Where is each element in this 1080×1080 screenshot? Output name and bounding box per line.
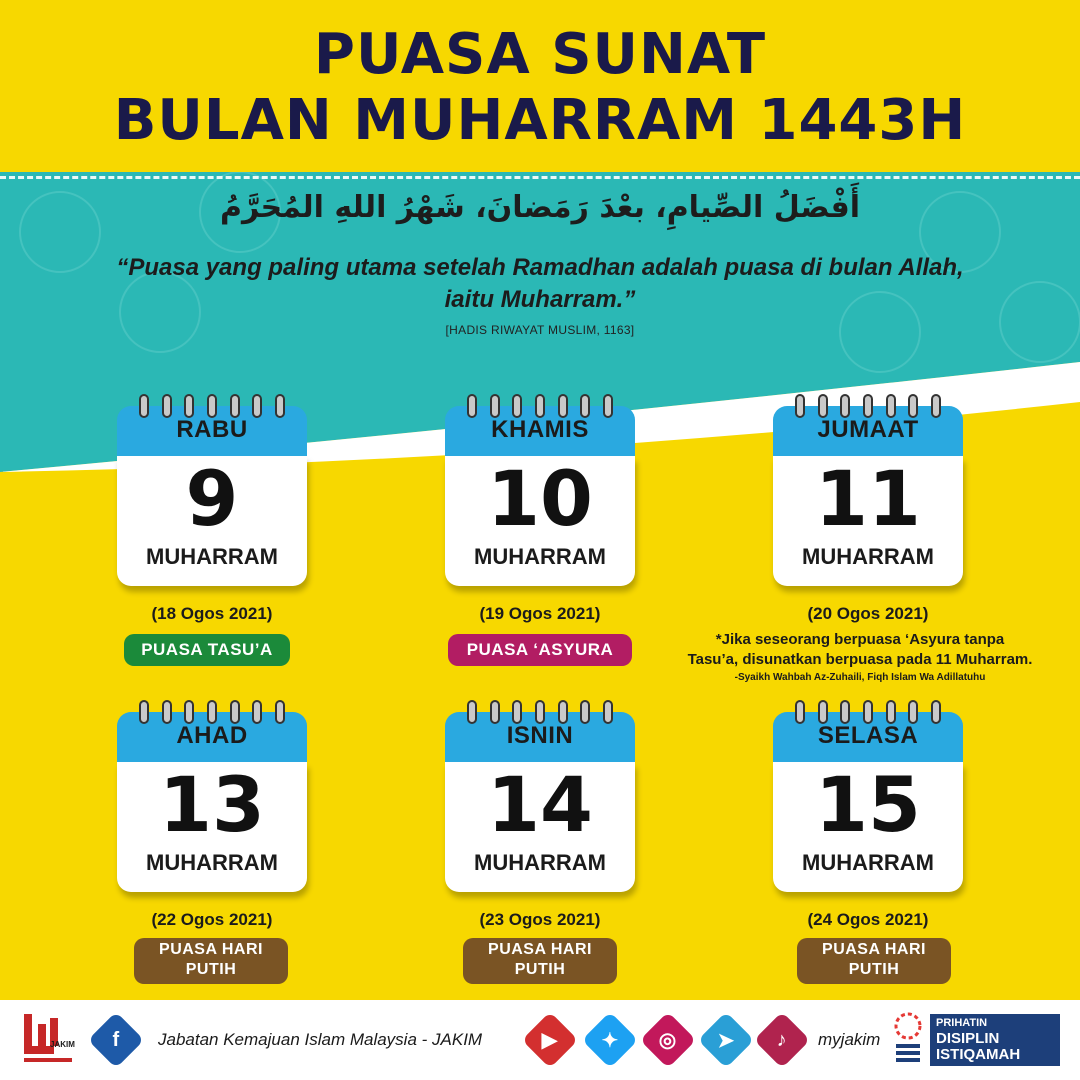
tiktok-icon[interactable]: ♪	[754, 1012, 811, 1069]
binder-rings	[795, 394, 941, 418]
calendar-day: RABU	[176, 416, 248, 443]
facebook-icon[interactable]: f	[88, 1012, 145, 1069]
calendar-number: 15	[815, 760, 921, 849]
calendar-card-14	[445, 700, 635, 892]
calendar-day: ISNIN	[506, 722, 574, 749]
gregorian-date: (19 Ogos 2021)	[479, 604, 601, 623]
binder-rings	[139, 394, 285, 418]
title-word-puasa: PUASA	[313, 22, 531, 87]
calendar-day: AHAD	[176, 722, 248, 749]
title-word-sunat: SUNAT	[530, 22, 767, 87]
calendar-card-10	[445, 394, 635, 586]
gregorian-date: (22 Ogos 2021)	[151, 910, 273, 929]
footnote-attribution: -Syaikh Wahbah Az-Zuhaili, Fiqh Islam Wa Adillatuhu	[734, 672, 986, 683]
gregorian-date: (23 Ogos 2021)	[479, 910, 601, 929]
calendar-month: MUHARRAM	[802, 544, 934, 569]
youtube-icon[interactable]: ▶	[522, 1012, 579, 1069]
calendar-card-9	[117, 394, 307, 586]
dashed-divider	[0, 176, 1080, 179]
binder-rings	[467, 394, 613, 418]
binder-rings	[467, 700, 613, 724]
prihatin-logo: PRIHATIN DISIPLIN ISTIQAMAH	[930, 1014, 1060, 1066]
calendar-day: JUMAAT	[817, 416, 919, 443]
calendar-number: 14	[487, 760, 593, 849]
twitter-icon[interactable]: ✦	[582, 1012, 639, 1069]
binder-rings	[795, 700, 941, 724]
gregorian-date: (20 Ogos 2021)	[807, 604, 929, 623]
calendar-card-13	[117, 700, 307, 892]
gregorian-date: (24 Ogos 2021)	[807, 910, 929, 929]
calendar-month: MUHARRAM	[474, 850, 606, 875]
label-puasa-tasua: PUASA TASU’A	[124, 634, 290, 666]
calendar-month: MUHARRAM	[146, 544, 278, 569]
calendar-month: MUHARRAM	[802, 850, 934, 875]
calendar-number: 11	[815, 454, 921, 543]
calendar-number: 10	[487, 454, 593, 543]
instagram-icon[interactable]: ◎	[640, 1012, 697, 1069]
calendar-month: MUHARRAM	[146, 850, 278, 875]
page-title	[0, 22, 1080, 154]
hadith-quote-line-1: “Puasa yang paling utama setelah Ramadhan adalah puasa di bulan Allah,	[116, 254, 964, 281]
footer-org-name: Jabatan Kemajuan Islam Malaysia - JAKIM	[158, 1030, 483, 1049]
gregorian-date: (18 Ogos 2021)	[151, 604, 273, 623]
calendar-card-11	[773, 394, 963, 586]
jakim-logo	[20, 1010, 76, 1070]
jakim-logo-text: JAKIM	[50, 1040, 75, 1049]
calendar-month: MUHARRAM	[474, 544, 606, 569]
label-puasa-hari-putih: PUASA HARI PUTIH	[463, 938, 617, 984]
label-puasa-hari-putih: PUASA HARI PUTIH	[797, 938, 951, 984]
calendar-card-15	[773, 700, 963, 892]
calendar-number: 9	[185, 454, 239, 543]
footer-handle: myjakim	[818, 1030, 881, 1049]
footnote-line-1: *Jika seseorang berpuasa ‘Asyura tanpa	[715, 631, 1005, 648]
hadith-quote	[60, 252, 1020, 316]
footnote	[650, 630, 1070, 686]
calendar-number: 13	[159, 760, 265, 849]
footnote-line-2: Tasu’a, disunatkan berpuasa pada 11 Muharram.	[687, 651, 1033, 668]
telegram-icon[interactable]: ➤	[698, 1012, 755, 1069]
covid-campaign-logo	[890, 1010, 926, 1066]
hadith-quote-line-2: iaitu Muharram.”	[444, 286, 636, 313]
hadith-source: [HADIS RIWAYAT MUSLIM, 1163]	[445, 323, 635, 337]
calendar-day: KHAMIS	[491, 416, 589, 443]
label-puasa-hari-putih: PUASA HARI PUTIH	[134, 938, 288, 984]
title-line-2: BULAN MUHARRAM 1443H	[113, 88, 967, 153]
calendar-day: SELASA	[817, 722, 919, 749]
hadith-arabic: أَفْضَلُ الصِّيامِ، بعْدَ رَمَضانَ، شَهْرُ اللهِ المُحَرَّمُ	[219, 190, 861, 225]
binder-rings	[139, 700, 285, 724]
label-puasa-asyura: PUASA ‘ASYURA	[448, 634, 632, 666]
footer-bar	[0, 1000, 1080, 1080]
